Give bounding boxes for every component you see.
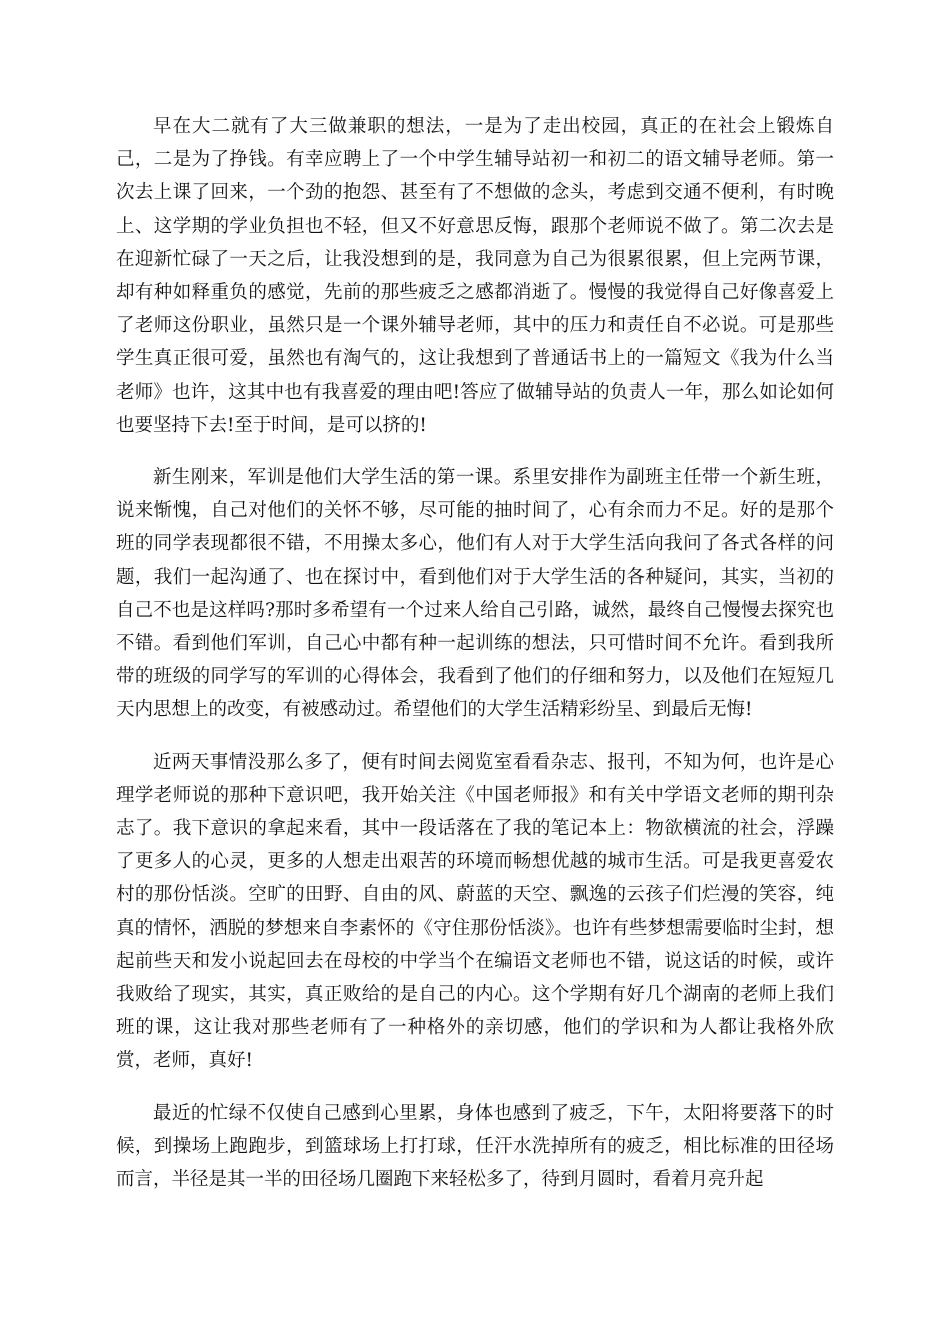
document-body — [116, 110, 834, 1215]
paragraph-exercise: 最近的忙绿不仅使自己感到心里累，身体也感到了疲乏，下午，太阳将要落下的时候，到操场上跑跑步，到篮球场上打打球，任汗水洗掉所有的疲乏，相比标准的田径场而言，半径是其一半的田径场几圈跑下来轻松多了，待到月圆时，看着月亮升起 — [116, 1102, 834, 1191]
paragraph-part-time-job: 早在大二就有了大三做兼职的想法，一是为了走出校园，真正的在社会上锻炼自己，二是为了挣钱。有幸应聘上了一个中学生辅导站初一和初二的语文辅导老师。第一次去上课了回来，一个劲的抱怨、甚至有了不想做的念头，考虑到交通不便利，有时晚上、这学期的学业负担也不轻，但又不好意思反悔，跟那个老师说不做了。第二次去是在迎新忙碌了一天之后，让我没想到的是，我同意为自己为很累很累，但上完两节课，却有种如释重负的感觉，先前的那些疲乏之感都消逝了。慢慢的我觉得自己好像喜爱上了老师这份职业，虽然只是一个课外辅导老师，其中的压力和责任自不必说。可是那些学生真正很可爱，虽然也有淘气的，这让我想到了普通话书上的一篇短文《我为什么当老师》也许，这其中也有我喜爱的理由吧!答应了做辅导站的负责人一年，那么如论如何也要坚持下去!至于时间，是可以挤的! — [116, 116, 834, 436]
paragraph-reading-room: 近两天事情没那么多了，便有时间去阅览室看看杂志、报刊，不知为何，也许是心理学老师说的那种下意识吧，我开始关注《中国老师报》和有关中学语文老师的期刊杂志了。我下意识的拿起来看，其中一段话落在了我的笔记本上：物欲横流的社会，浮躁了更多人的心灵，更多的人想走出艰苦的环境而畅想优越的城市生活。可是我更喜爱农村的那份恬淡。空旷的田野、自由的风、蔚蓝的天空、飘逸的云孩子们烂漫的笑容，纯真的情怀，洒脱的梦想来自李素怀的《守住那份恬淡》。也许有些梦想需要临时尘封，想起前些天和发小说起回去在母校的中学当个在编语文老师也不错，说这话的时候，或许我败给了现实，其实，真正败给的是自己的内心。这个学期有好几个湖南的老师上我们班的课，这让我对那些老师有了一种格外的亲切感，他们的学识和为人都让我格外欣赏，老师，真好! — [116, 751, 834, 1072]
paragraph-military-training: 新生刚来，军训是他们大学生活的第一课。系里安排作为副班主任带一个新生班，说来惭愧，自己对他们的关怀不够，尽可能的抽时间了，心有余而力不足。好的是那个班的同学表现都很不错，不用操太多心，他们有人对于大学生活向我问了各式各样的问题，我们一起沟通了、也在探讨中，看到他们对于大学生活的各种疑问，其实，当初的自己不也是这样吗?那时多希望有一个过来人给自己引路，诚然，最终自己慢慢去探究也不错。看到他们军训，自己心中都有种一起训练的想法，只可惜时间不允许。看到我所带的班级的同学写的军训的心得体会，我看到了他们的仔细和努力，以及他们在短短几天内思想上的改变，有被感动过。希望他们的大学生活精彩纷呈、到最后无悔! — [116, 467, 834, 721]
